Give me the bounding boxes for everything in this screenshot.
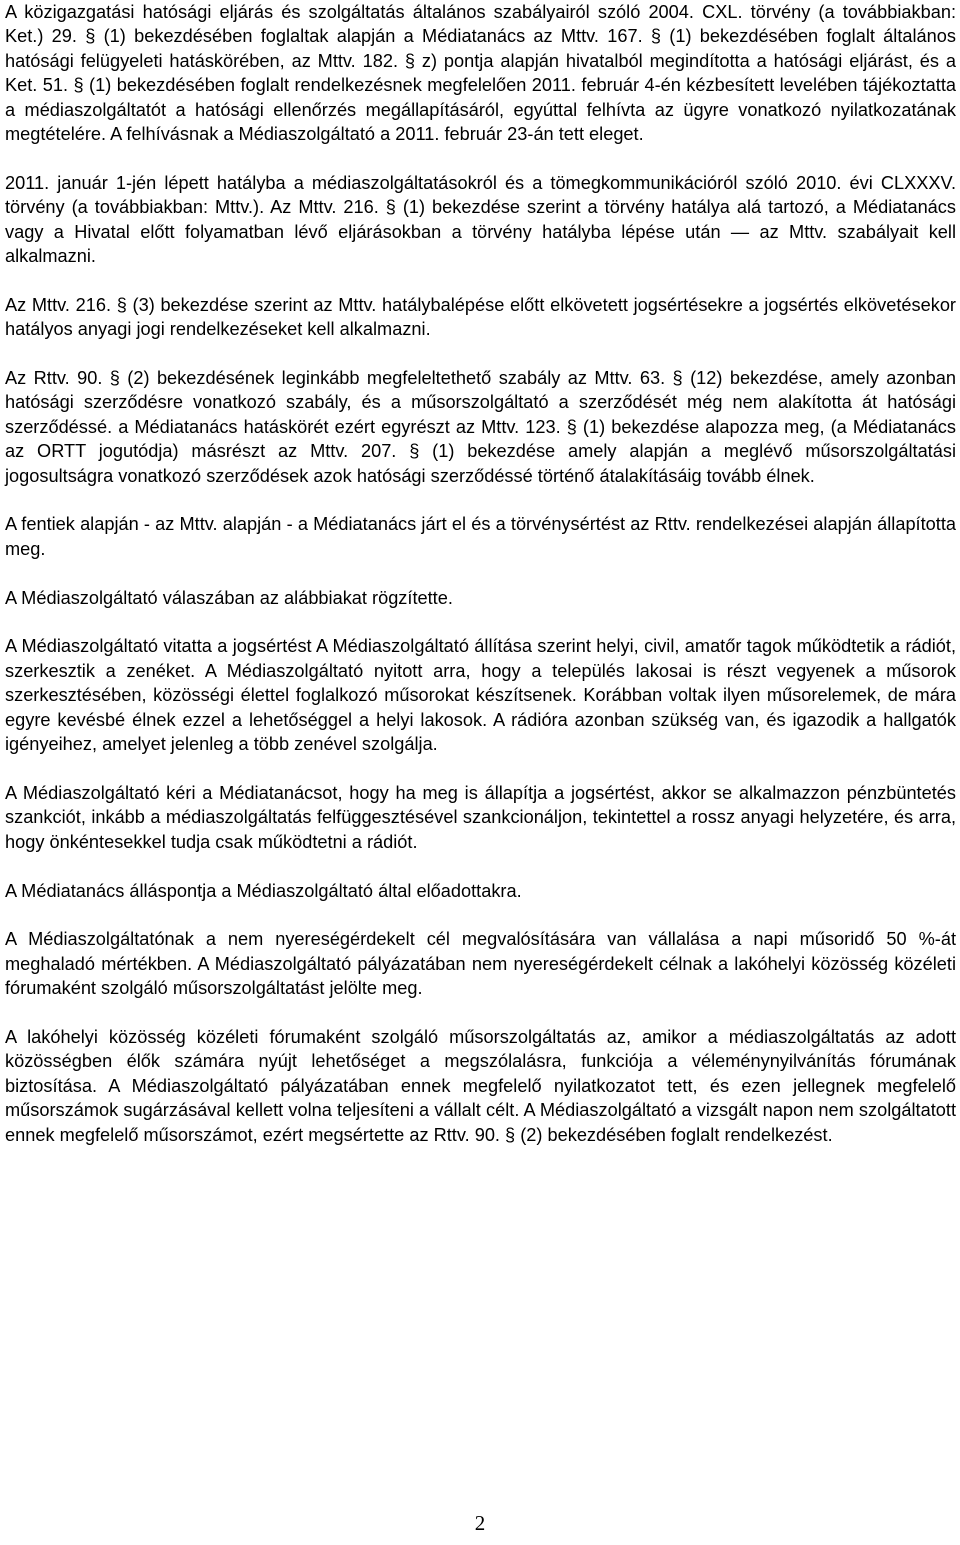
paragraph-provider-request: A Médiaszolgáltató kéri a Médiatanácsot, hogy ha meg is állapítja a jogsértést, akkor se alkalmazzon pénzbüntetés szankciót, inkább a médiaszolgáltatás felfüggesztésével szankcionáljon, tekintettel a rossz anyagi helyzetére, és arra, hogy önkéntesekkel tudja csak működtetni a rádiót. [5,782,956,852]
paragraph-non-profit-goal: A Médiaszolgáltatónak a nem nyereségérdekelt cél megvalósítására van vállalása a napi műsoridő 50 %-át meghaladó mértékben. A Médiaszolgáltató pályázatában nem nyereségérdekelt célnak a lakóhelyi közösség közéleti fórumaként szolgáló műsorszolgáltatást jelölte meg. [5,929,956,999]
page-number: 2 [474,1511,486,1535]
paragraph-conclusion-basis: A fentiek alapján - az Mttv. alapján - a Médiatanács járt el és a törvénysértést az Rttv. rendelkezései alapján állapította meg. [5,514,956,559]
paragraph-council-position-heading: A Médiatanács álláspontja a Médiaszolgáltató által előadottakra. [5,880,522,901]
paragraph-provider-dispute: A Médiaszolgáltató vitatta a jogsértést A Médiaszolgáltató állítása szerint helyi, civil, amatőr tagok működtetik a rádiót, szerkesztik a zenéket. A Médiaszolgáltató nyitott arra, hogy a település lakosai is részt vegyenek a műsorok szerkesztésében, közösségi élettel foglalkozó műsorokat készítsenek. Korábban voltak ilyen műsorelemek, de mára egyre kevésbé élnek ezzel a lehetőséggel a helyi lakosok. A rádióra azonban szükség van, és igazodik a hallgatók igényeihez, amelyet jelenleg a több zenével szolgálja. [5,636,956,755]
paragraph-mttv-216-3: Az Mttv. 216. § (3) bekezdése szerint az Mttv. hatálybalépése előtt elkövetett jogsértésekre a jogsértés elkövetésekor hatályos anyagi jogi rendelkezéseket kell alkalmazni. [5,294,956,340]
paragraph-community-forum: A lakóhelyi közösség közéleti fórumaként szolgáló műsorszolgáltatás az, amikor a médiaszolgáltatás az adott közösségben élők számára nyújt lehetőséget a megszólalásra, funkciója a véleménynyilvánítás fórumának biztosítása. A Médiaszolgáltató pályázatában ennek megfelelő nyilatkozatot tett, és ezen jellegnek megfelelő műsorszámok sugárzásával kellett volna teljesíteni a vállalt célt. A Médiaszolgáltató a vizsgált napon nem szolgáltatott ennek megfelelő műsorszámot, ezért megsértette az Rttv. 90. § (2) bekezdésében foglalt rendelkezést. [5,1026,956,1145]
paragraph-procedure-start: A közigazgatási hatósági eljárás és szolgáltatás általános szabályairól szóló 2004. CXL. törvény (a továbbiakban: Ket.) 29. § (1) bekezdésében foglaltak alapján a Médiatanács az Mttv. 167. § (1) bekezdésében foglalt általános hatósági felügyeleti hatáskörében, az Mttv. 182. § z) pontja alapján hivatalból megindította a hatósági eljárást, és a Ket. 51. § (1) bekezdésében foglalt rendelkezésnek megfelelően 2011. február 4-én kézbesített levelében tájékoztatta a médiaszolgáltatót a hatósági ellenőrzés megállapításáról, egyúttal felhívta az ügyre vonatkozó nyilatkozatának megtételére. A felhívásnak a Médiaszolgáltató a 2011. február 23-án tett eleget. [5,2,956,145]
document-page [5,0,956,1171]
paragraph-mttv-effective: 2011. január 1-jén lépett hatályba a médiaszolgáltatásokról és a tömegkommunikációról szóló 2010. évi CLXXXV. törvény (a továbbiakban: Mttv.). Az Mttv. 216. § (1) bekezdése szerint a törvény hatálya alá tartozó, a Médiatanács vagy a Hivatal előtt folyamatban lévő eljárásokban a törvény hatályba lépése után — az Mttv. szabályait kell alkalmazni. [5,172,956,267]
paragraph-rttv-90-2: Az Rttv. 90. § (2) bekezdésének leginkább megfeleltethető szabály az Mttv. 63. § (12) bekezdése, amely azonban hatósági szerződésre vonatkozó szabály, és a műsorszolgáltató a szerződését még nem alakította át hatósági szerződéssé. a Médiatanács hatáskörét ezért egyrészt az Mttv. 123. § (1) bekezdése alapozza meg, (a Médiatanács az ORTT jogutódja) másrészt az Mttv. 207. § (1) bekezdése amely alapján a meglévő műsorszolgáltatási jogosultságra vonatkozó szerződések azok hatósági szerződéssé történő átalakításáig tovább élnek. [5,368,956,486]
paragraph-provider-response-intro: A Médiaszolgáltató válaszában az alábbiakat rögzítette. [5,587,453,608]
